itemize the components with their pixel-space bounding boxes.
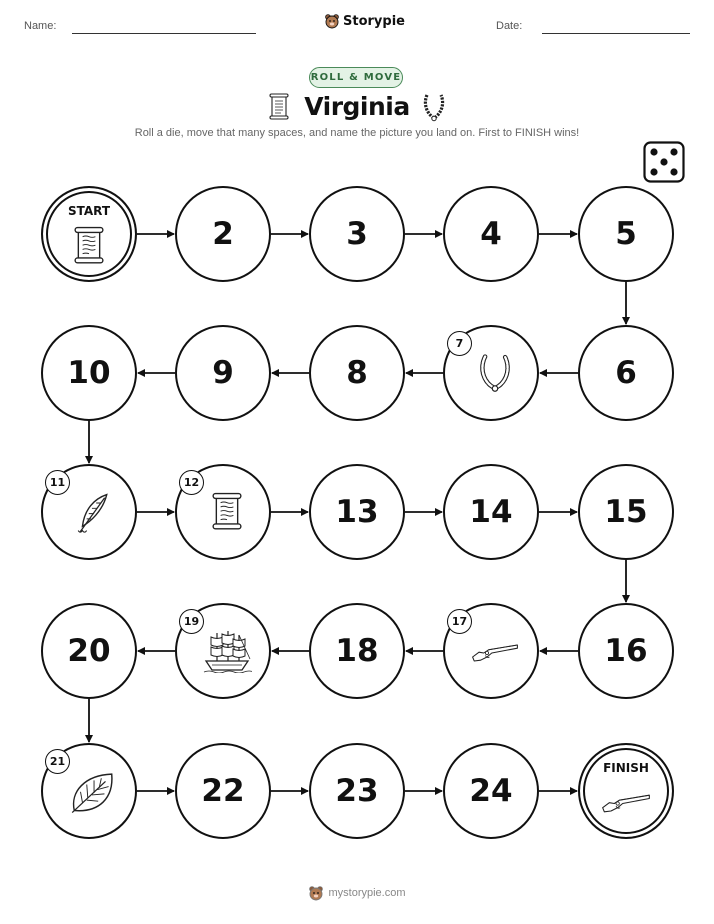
space-number: 5: [615, 216, 637, 252]
name-label: Name:: [24, 20, 57, 32]
space-number-badge: 21: [45, 749, 70, 774]
footer-url[interactable]: mystorypie.com: [328, 887, 406, 899]
space-number-badge: 12: [179, 470, 204, 495]
board-space-24: [443, 743, 539, 839]
board-space-13: [309, 464, 405, 560]
scroll-icon: [73, 226, 105, 268]
feather-quill-icon: [75, 492, 111, 539]
musket-icon: [601, 791, 651, 818]
board-space-21: [41, 743, 137, 839]
finish-space: [578, 743, 674, 839]
name-line[interactable]: [72, 33, 256, 34]
board-space-17: [443, 603, 539, 699]
board-space-7: [443, 325, 539, 421]
space-number: 3: [346, 216, 368, 252]
board-space-22: [175, 743, 271, 839]
board-space-10: [41, 325, 137, 421]
start-space: [41, 186, 137, 282]
board-space-6: [578, 325, 674, 421]
board-space-8: [309, 325, 405, 421]
space-number: 22: [201, 773, 245, 809]
necklace-icon: [422, 92, 446, 122]
space-number: 2: [212, 216, 234, 252]
space-number: 24: [469, 773, 513, 809]
space-number: 16: [604, 633, 648, 669]
space-number-badge: 19: [179, 609, 204, 634]
space-number: 4: [480, 216, 502, 252]
space-number: 10: [67, 355, 111, 391]
board-space-3: [309, 186, 405, 282]
brand-name: Storypie: [343, 13, 405, 29]
board-space-4: [443, 186, 539, 282]
scroll-icon: [211, 492, 243, 534]
board-space-16: [578, 603, 674, 699]
die-icon: [643, 141, 685, 183]
bear-mascot-icon: [324, 13, 340, 29]
board-space-12: [175, 464, 271, 560]
board-space-19: [175, 603, 271, 699]
date-label: Date:: [496, 20, 523, 32]
instructions: Roll a die, move that many spaces, and name the picture you land on. First to FINISH wins!: [134, 127, 580, 139]
space-number: 18: [335, 633, 379, 669]
board-space-23: [309, 743, 405, 839]
scroll-icon: [268, 93, 290, 120]
board-space-5: [578, 186, 674, 282]
game-type-badge: ROLL & MOVE: [309, 67, 403, 88]
leaf-icon: [70, 771, 116, 819]
bear-mascot-icon: [308, 885, 324, 901]
space-number: 8: [346, 355, 368, 391]
board-space-2: [175, 186, 271, 282]
space-number-badge: 11: [45, 470, 70, 495]
finish-label: FINISH: [603, 761, 649, 775]
necklace-icon: [477, 353, 513, 397]
space-number-badge: 17: [447, 609, 472, 634]
space-number: 15: [604, 494, 648, 530]
board-space-14: [443, 464, 539, 560]
sailing-ship-icon: [202, 629, 252, 677]
space-number: 23: [335, 773, 379, 809]
space-number: 20: [67, 633, 111, 669]
space-number: 14: [469, 494, 513, 530]
space-number-badge: 7: [447, 331, 472, 356]
page-title: Virginia: [304, 92, 410, 121]
date-line[interactable]: [542, 33, 690, 34]
board-space-20: [41, 603, 137, 699]
space-number: 13: [335, 494, 379, 530]
musket-icon: [471, 641, 519, 667]
space-number: 9: [212, 355, 234, 391]
footer: [0, 885, 714, 901]
board-space-18: [309, 603, 405, 699]
board-space-15: [578, 464, 674, 560]
brand-logo: [324, 13, 405, 29]
board-space-9: [175, 325, 271, 421]
board-space-11: [41, 464, 137, 560]
space-number: 6: [615, 355, 637, 391]
start-label: START: [67, 204, 111, 218]
